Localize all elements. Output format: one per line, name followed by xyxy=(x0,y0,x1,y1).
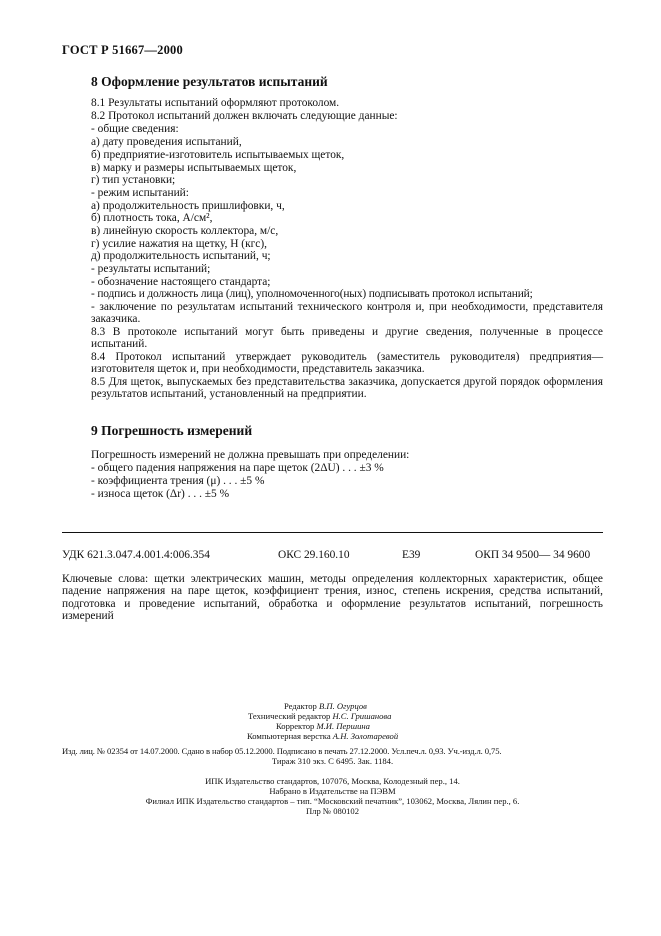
s8-line: д) продолжительность испытаний, ч; xyxy=(91,250,271,262)
s9-intro: Погрешность измерений не должна превышать при определении: xyxy=(91,449,410,461)
publisher-line: Плр № 080102 xyxy=(305,806,360,816)
s8-line: в) марку и размеры испытываемых щеток, xyxy=(91,162,297,174)
s8-line: а) продолжительность пришлифовки, ч, xyxy=(91,200,285,212)
credit-line xyxy=(276,721,370,731)
s9-item: - износа щеток (Δr) . . . ±5 % xyxy=(91,488,230,500)
credit-name: В.П. Огурцов xyxy=(319,701,367,711)
s8-paragraph-8-3: 8.3 В протоколе испытаний могут быть приведены и другие сведения, полученные в процессе испытаний. xyxy=(91,326,603,351)
s8-line: 8.1 Результаты испытаний оформляют протоколом. xyxy=(91,97,340,109)
okp-code: ОКП 34 9500— 34 9600 xyxy=(475,549,591,561)
credit-name: М.И. Першина xyxy=(316,721,370,731)
s8-line: б) предприятие-изготовитель испытываемых щеток, xyxy=(91,149,345,161)
s8-line: г) усилие нажатия на щетку, Н (кгс), xyxy=(91,238,267,250)
s8-line: 8.2 Протокол испытаний должен включать следующие данные: xyxy=(91,110,398,122)
print-info-line1: Изд. лиц. № 02354 от 14.07.2000. Сдано в набор 05.12.2000. Подписано в печать 27.12.2000. Усл.печ.л. 0,93. Уч.-изд.л. 0,75. xyxy=(62,746,502,756)
credit-name: Н.С. Гришанова xyxy=(332,711,392,721)
section-8-heading: 8 Оформление результатов испытаний xyxy=(91,74,328,89)
s8-line: - общие сведения: xyxy=(91,123,179,135)
s8-conclusion: - заключение по результатам испытаний технического контроля и, при необходимости, представителя заказчика. xyxy=(91,301,603,326)
credit-line xyxy=(284,701,367,711)
s8-paragraph-8-5: 8.5 Для щеток, выпускаемых без представительства заказчика, допускается другой порядок оформления результатов испытаний, установленный на предприятии. xyxy=(91,376,603,401)
credit-role: Корректор xyxy=(276,721,315,731)
credit-role: Редактор xyxy=(284,701,317,711)
s8-line: - подпись и должность лица (лиц), уполномоченного(ных) подписывать протокол испытаний; xyxy=(91,288,533,300)
s9-item: - коэффициента трения (μ) . . . ±5 % xyxy=(91,475,265,487)
credit-line xyxy=(247,731,398,741)
publisher-line: ИПК Издательство стандартов, 107076, Москва, Колодезный пер., 14. xyxy=(205,776,460,786)
s8-line: - режим испытаний: xyxy=(91,187,189,199)
divider-rule xyxy=(62,532,603,533)
publisher-line: Набрано в Издательстве на ПЭВМ xyxy=(269,786,396,796)
s8-line: в) линейную скорость коллектора, м/с, xyxy=(91,225,279,237)
s8-line: а) дату проведения испытаний, xyxy=(91,136,242,148)
credit-name: А.Н. Золотаревой xyxy=(332,731,399,741)
udk-code: УДК 621.3.047.4.001.4:006.354 xyxy=(62,549,210,561)
credit-role: Технический редактор xyxy=(248,711,331,721)
credit-role: Компьютерная верстка xyxy=(247,731,331,741)
publisher-line: Филиал ИПК Издательство стандартов – тип. “Московский печатник”, 103062, Москва, Лялин пер., 6. xyxy=(145,796,520,806)
e-code: Е39 xyxy=(402,549,421,561)
s8-line: г) тип установки; xyxy=(91,174,176,186)
s8-line: - обозначение настоящего стандарта; xyxy=(91,276,271,288)
s8-line: б) плотность тока, А/см², xyxy=(91,212,213,224)
print-info-line2: Тираж 310 экз. С 6495. Зак. 1184. xyxy=(271,756,394,766)
oks-code: ОКС 29.160.10 xyxy=(278,549,350,561)
section-9-heading: 9 Погрешность измерений xyxy=(91,423,253,438)
s8-line: - результаты испытаний; xyxy=(91,263,211,275)
document-header: ГОСТ Р 51667—2000 xyxy=(62,43,183,57)
keywords: Ключевые слова: щетки электрических машин, методы определения коллекторных характеристик, общее падение напряжения на паре щеток, коэффициент трения, износ, степень искрения, средства испытаний, подготовка и проведение испытаний, обработка и оформление результатов испытаний, погрешность измерений xyxy=(62,573,603,623)
s9-item: - общего падения напряжения на паре щеток (2ΔU) . . . ±3 % xyxy=(91,462,384,474)
s8-paragraph-8-4: 8.4 Протокол испытаний утверждает руководитель (заместитель руководителя) предприятия—изготовителя щеток и, при необходимости, представитель заказчика. xyxy=(91,351,603,376)
credit-line xyxy=(248,711,391,721)
